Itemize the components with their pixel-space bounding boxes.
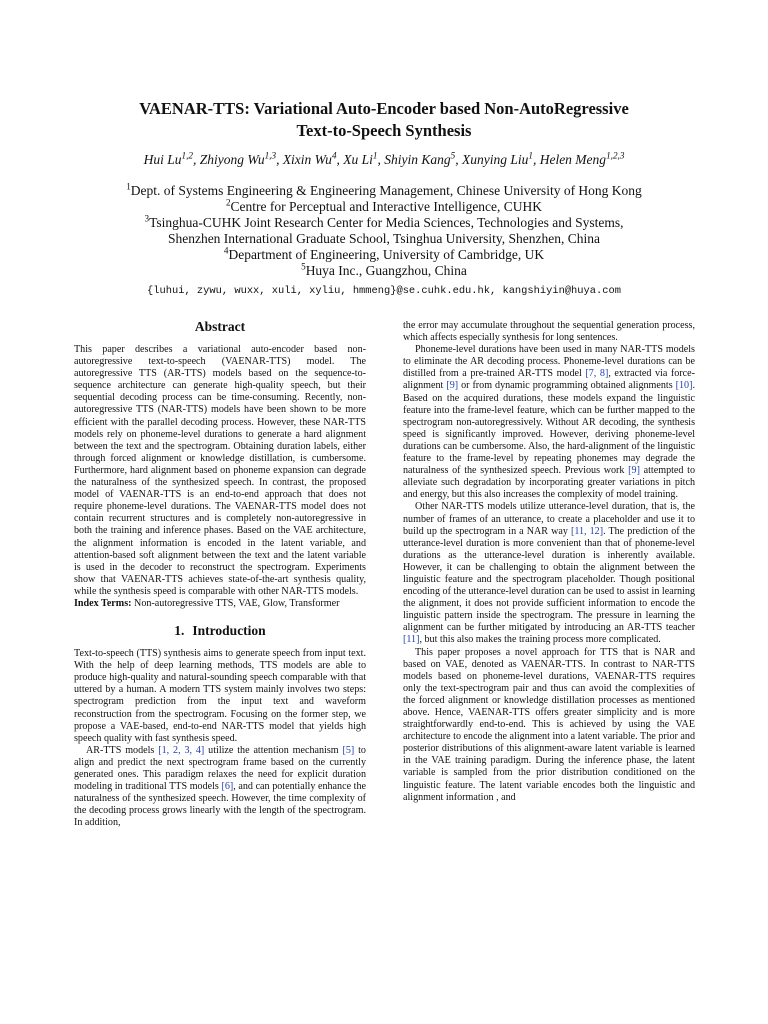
intro-paragraph-2: AR-TTS models [1, 2, 3, 4] utilize the attention mechanism [5] to align and predict the next spectrogram frame based on the currently generated ones. This paradigm relaxes the need for explicit duration modeling in traditional TTS models [6], and can potentially enhance the naturalness of the synthesized speech. However, the time complexity of the decoding process grows linearly with the length of the spectrogram. In addition, [74, 744, 366, 829]
section-number: 1. [174, 623, 185, 639]
author-list: Hui Lu$^{1,2}$, Zhiyong Wu$^{1,3}$, Xixin Wu$^4$, Xu Li$^1$, Shiyin Kang$^5$, Xunying Liu$^1$, Helen Meng$^{1,2,3}$ [143, 150, 625, 167]
title-line-2: Text-to-Speech Synthesis [296, 121, 472, 140]
author: Zhiyong Wu$^{1,3}$ [199, 150, 277, 167]
citation-link[interactable]: [10] [675, 380, 693, 392]
citation-link[interactable]: [9] [628, 465, 640, 477]
section-title: Introduction [192, 623, 266, 639]
right-paragraph-1: Phoneme-level durations have been used in many NAR-TTS models to eliminate the AR decoding process. Phoneme-level durations can be distilled from a pre-trained AR-TTS model [7, 8], extracted via force-alignment [9] or from dynamic programming obtained alignments [10]. Based on the acquired durations, these models expand the linguistic feature into the frame-level feature, which can be further mapped to the spectrogram non-autoregressively. Without AR decoding, the synthesis speed is significantly improved. However, deriving phoneme-level durations can be cumbersome. Also, the hard-alignment of the linguistic feature to the frame-level by repeating phonemes may degrade the naturalness of the synthesized speech. Previous work [9] attempted to alleviate such degradation by incorporating greater variations in pitch and energy, but this also increases the complexity of model training. [403, 344, 695, 501]
author: Xixin Wu$^4$ [282, 150, 337, 167]
affiliation: $^4$Department of Engineering, University of Cambridge, UK [223, 245, 545, 262]
author: Shiyin Kang$^5$ [384, 150, 456, 167]
right-column [403, 320, 695, 804]
citation-link[interactable]: [7, 8] [585, 368, 609, 380]
author: Hui Lu$^{1,2}$ [143, 150, 193, 167]
citation-link[interactable]: [5] [342, 744, 355, 756]
right-paragraph-3: This paper proposes a novel approach for TTS that is NAR and based on VAE, denoted as VAENAR-TTS. In contrast to NAR-TTS models based on phoneme-level durations, VAENAR-TTS requires only the text-spectrogram pair and thus can avoid the complexities of the forced alignment or knowledge distillation processes as mentioned above. Hence, VAENAR-TTS offers greater simplicity and is more straightforwardly end-to-end. This is achieved by using the VAE architecture to encode the alignment into a latent variable. The prior and posterior distributions of this alignment-aware latent variable is learned in the VAE training paradigm. During the inference phase, the latent variable is sampled from the prior distribution conditioned on the linguistic feature. The latent variable encodes both the linguistic and alignment information , and [403, 646, 695, 803]
affiliation: $^1$Dept. of Systems Engineering & Engineering Management, Chinese University of Hong Kong [126, 181, 642, 198]
author: Helen Meng$^{1,2,3}$ [539, 150, 625, 167]
citation-link[interactable]: [11] [403, 634, 420, 646]
affiliation: Shenzhen International Graduate School, Tsinghua University, Shenzhen, China [167, 231, 601, 246]
right-paragraph-2: Other NAR-TTS models utilize utterance-level duration, that is, the number of frames of an utterance, to create a placeholder and use it to build up the spectrogram in a NAR way [11, 12]. The prediction of the utterance-level duration is more convenient than that of phoneme-level durations as the utterance-level duration is inherently available. However, it can be challenging to obtain the alignment between the linguistic feature and the spectrogram placeholder. Though positional encoding of the utterance-level duration can be used to assist in learning the alignment, it does not provide sufficient information to encode the linguistic pattern inside the spectrogram. The pressure in learning the alignment can be further mitigated by introducing an AR-TTS teacher [11], but this also makes the training process more complicated. [403, 501, 695, 646]
index-terms-text: Non-autoregressive TTS, VAE, Glow, Transformer [134, 597, 340, 609]
affiliation: $^5$Huya Inc., Guangzhou, China [301, 261, 467, 278]
author-emails: {luhui, zywu, wuxx, xuli, xyliu, hmmeng}@se.cuhk.edu.hk, kangshiyin@huya.com [147, 285, 621, 297]
abstract-text: This paper describes a variational auto-encoder based non-autoregressive text-to-speech (VAENAR-TTS) model. The autoregressive TTS (AR-TTS) models based on the sequence-to-sequence architecture can generate high-quality speech, but their sequential decoding process can be time-consuming. Recently, non-autoregressive TTS (NAR-TTS) models have been shown to be more efficient with the parallel decoding process. However, these NAR-TTS models rely on phoneme-level durations to generate a hard alignment between the text and the spectrogram. Obtaining duration labels, either through forced alignment or knowledge distillation, is cumbersome. Furthermore, hard alignment based on phoneme expansion can degrade the naturalness of the synthesized speech. In contrast, the proposed model of VAENAR-TTS is an end-to-end approach that does not require phoneme-level durations. The VAENAR-TTS model does not contain recurrent structures and is completely non-autoregressive in both the training and inference phases. Based on the VAE architecture, the alignment information is encoded in the latent variable, and attention-based soft alignment between the text and the latent variable is used in the decoder to reconstruct the spectrogram. Experiments show that VAENAR-TTS achieves state-of-the-art synthesis quality, while the synthesis speed is comparable with other NAR-TTS models. [74, 344, 366, 597]
affiliation: $^3$Tsinghua-CUHK Joint Research Center for Media Sciences, Technologies and Systems, [144, 213, 624, 230]
affiliation: $^2$Centre for Perceptual and Interactive Intelligence, CUHK [225, 197, 543, 214]
intro-paragraph-1: Text-to-speech (TTS) synthesis aims to generate speech from input text. With the help of deep learning methods, TTS models are able to produce high-quality and natural-sounding speech comparable with that uttered by a human. A modern TTS system mainly involves two steps: spectrogram prediction from the input text and waveform reconstruction from the spectrogram. Focusing on the former step, we propose a VAE-based, end-to-end NAR-TTS model that yields high speech quality with fast synthesis speed. [74, 648, 366, 744]
abstract-heading: Abstract [194, 319, 246, 334]
author: Xunying Liu$^1$ [461, 150, 533, 167]
index-terms: Index Terms: Non-autoregressive TTS, VAE, Glow, Transformer [74, 597, 340, 609]
introduction-heading [74, 622, 366, 640]
author: Xu Li$^1$ [343, 150, 378, 167]
citation-link[interactable]: [1, 2, 3, 4] [158, 744, 205, 756]
left-column [74, 318, 366, 829]
continued-paragraph: the error may accumulate throughout the sequential generation process, which affects especially synthesis for long sentences. [403, 320, 695, 344]
paper-title [60, 98, 708, 142]
citation-link[interactable]: [11, 12] [570, 525, 604, 537]
citation-link[interactable]: [9] [446, 380, 459, 392]
title-line-1: VAENAR-TTS: Variational Auto-Encoder based Non-AutoRegressive [139, 99, 629, 118]
index-terms-label: Index Terms [74, 597, 129, 609]
citation-link[interactable]: [6] [221, 781, 234, 793]
affiliation-list [40, 183, 728, 279]
